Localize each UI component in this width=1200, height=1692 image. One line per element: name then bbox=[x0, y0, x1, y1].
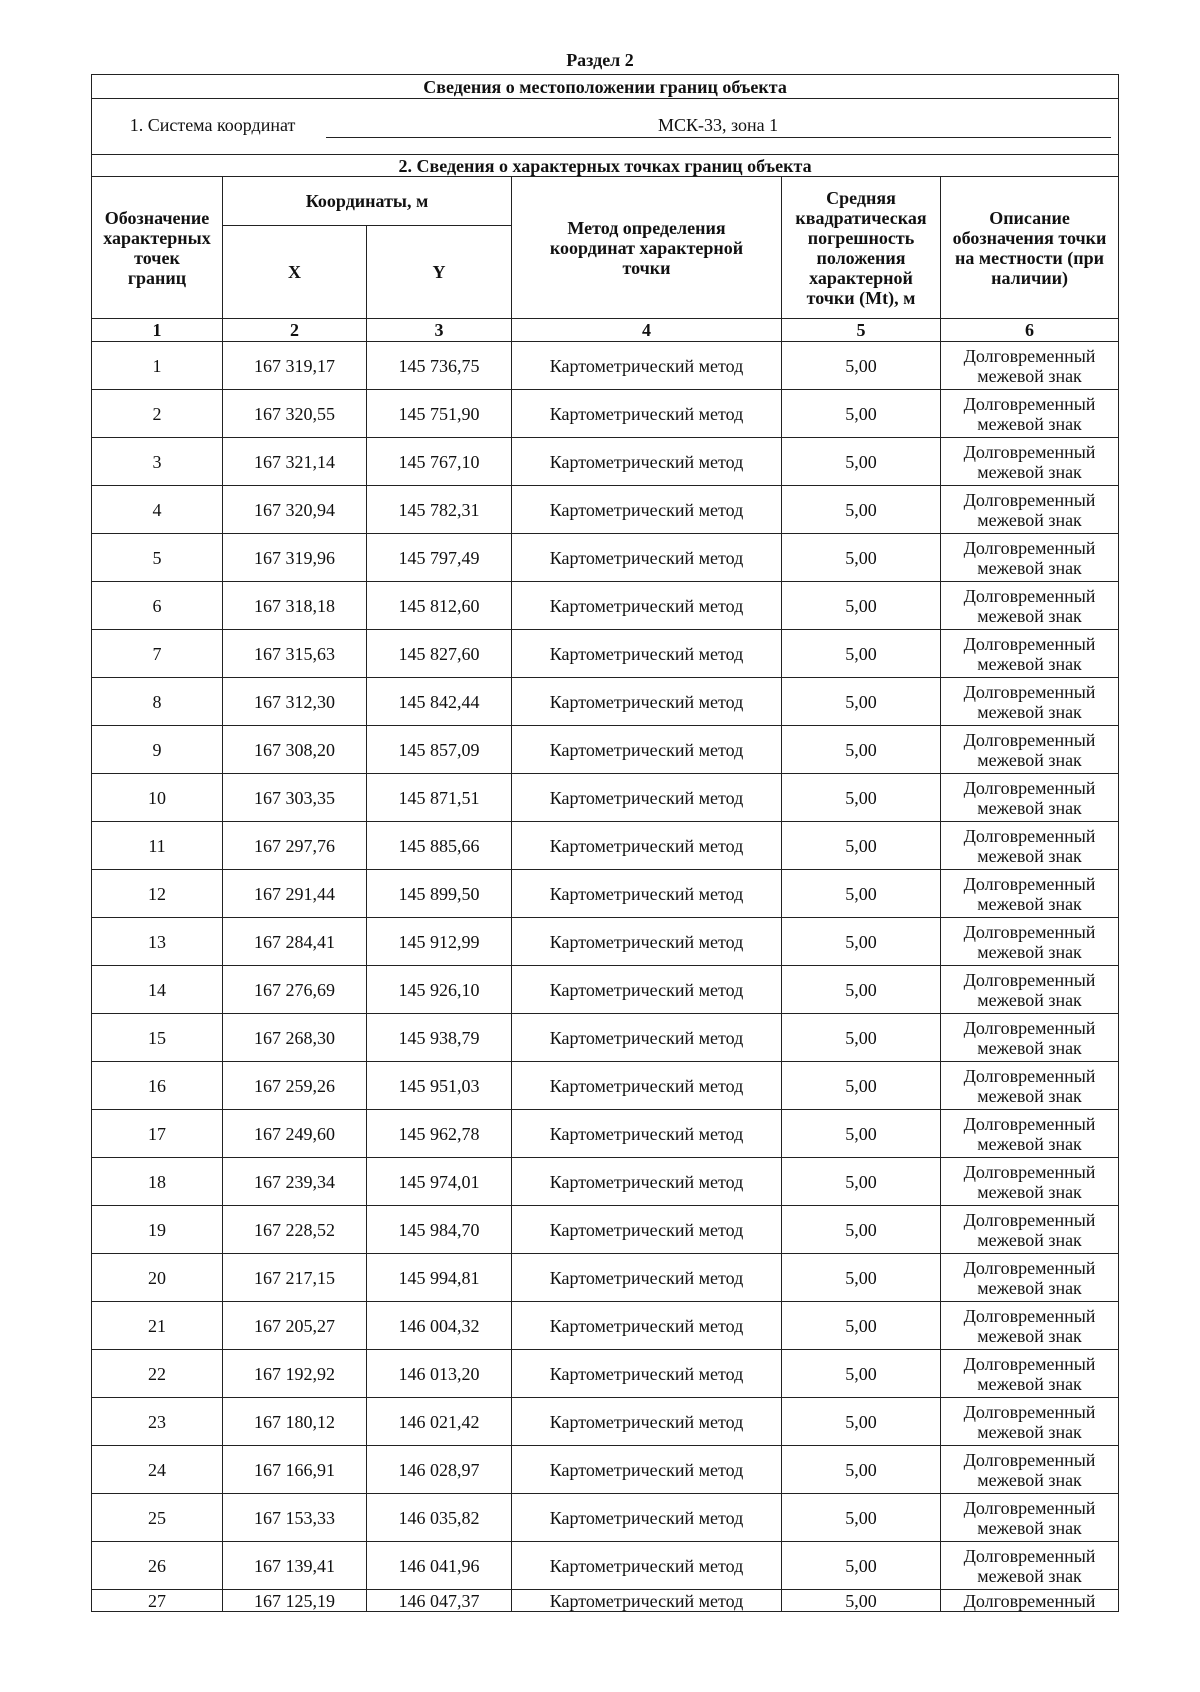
description-cell bbox=[941, 1302, 1119, 1350]
description-line: межевой знак bbox=[977, 605, 1082, 626]
coordinate-system-value: МСК-33, зона 1 bbox=[326, 115, 1111, 138]
point-number-cell: 18 bbox=[92, 1158, 223, 1206]
error-cell: 5,00 bbox=[782, 918, 941, 966]
point-number-cell: 11 bbox=[92, 822, 223, 870]
point-number-cell: 4 bbox=[92, 486, 223, 534]
description-cell bbox=[941, 1590, 1119, 1612]
description-line: Долговременный bbox=[963, 1449, 1096, 1470]
method-cell: Картометрический метод bbox=[512, 1254, 782, 1302]
y-coordinate-cell: 146 041,96 bbox=[367, 1542, 512, 1590]
description-line: Долговременный bbox=[963, 1161, 1096, 1182]
y-coordinate-cell: 145 782,31 bbox=[367, 486, 512, 534]
method-cell: Картометрический метод bbox=[512, 1590, 782, 1612]
description-line: межевой знак bbox=[977, 1181, 1082, 1202]
method-cell: Картометрический метод bbox=[512, 582, 782, 630]
error-cell: 5,00 bbox=[782, 1350, 941, 1398]
description-line: межевой знак bbox=[977, 749, 1082, 770]
error-cell: 5,00 bbox=[782, 1062, 941, 1110]
column-number: 3 bbox=[367, 319, 512, 342]
description-cell bbox=[941, 1206, 1119, 1254]
description-line: межевой знак bbox=[977, 1325, 1082, 1346]
table-row bbox=[92, 918, 1119, 966]
header-coordinates: Координаты, м bbox=[223, 177, 512, 226]
method-cell: Картометрический метод bbox=[512, 1302, 782, 1350]
description-cell bbox=[941, 1398, 1119, 1446]
method-cell: Картометрический метод bbox=[512, 774, 782, 822]
error-cell: 5,00 bbox=[782, 726, 941, 774]
y-coordinate-cell: 145 736,75 bbox=[367, 342, 512, 390]
error-cell: 5,00 bbox=[782, 1590, 941, 1612]
point-number-cell: 5 bbox=[92, 534, 223, 582]
description-line: межевой знак bbox=[977, 509, 1082, 530]
method-cell: Картометрический метод bbox=[512, 870, 782, 918]
y-coordinate-cell: 146 021,42 bbox=[367, 1398, 512, 1446]
method-cell: Картометрический метод bbox=[512, 1062, 782, 1110]
x-coordinate-cell: 167 308,20 bbox=[223, 726, 367, 774]
x-coordinate-cell: 167 228,52 bbox=[223, 1206, 367, 1254]
x-coordinate-cell: 167 312,30 bbox=[223, 678, 367, 726]
description-line: Долговременный bbox=[963, 1401, 1096, 1422]
description-line: межевой знак bbox=[977, 1133, 1082, 1154]
y-coordinate-cell: 145 938,79 bbox=[367, 1014, 512, 1062]
description-line: межевой знак bbox=[977, 365, 1082, 386]
method-cell: Картометрический метод bbox=[512, 1014, 782, 1062]
error-cell: 5,00 bbox=[782, 630, 941, 678]
column-number: 2 bbox=[223, 319, 367, 342]
error-cell: 5,00 bbox=[782, 1158, 941, 1206]
description-cell bbox=[941, 1494, 1119, 1542]
x-coordinate-cell: 167 318,18 bbox=[223, 582, 367, 630]
method-cell: Картометрический метод bbox=[512, 342, 782, 390]
method-cell: Картометрический метод bbox=[512, 822, 782, 870]
description-line: межевой знак bbox=[977, 1517, 1082, 1538]
description-line: межевой знак bbox=[977, 1421, 1082, 1442]
point-number-cell: 16 bbox=[92, 1062, 223, 1110]
point-number-cell: 21 bbox=[92, 1302, 223, 1350]
description-line: Долговременный bbox=[963, 1017, 1096, 1038]
point-number-cell: 19 bbox=[92, 1206, 223, 1254]
description-line: межевой знак bbox=[977, 557, 1082, 578]
description-line: Долговременный bbox=[963, 1209, 1096, 1230]
column-number: 1 bbox=[92, 319, 223, 342]
method-cell: Картометрический метод bbox=[512, 534, 782, 582]
y-coordinate-cell: 145 767,10 bbox=[367, 438, 512, 486]
description-line: межевой знак bbox=[977, 1037, 1082, 1058]
description-line: межевой знак bbox=[977, 845, 1082, 866]
description-line: межевой знак bbox=[977, 1565, 1082, 1586]
error-cell: 5,00 bbox=[782, 486, 941, 534]
table-row bbox=[92, 1110, 1119, 1158]
x-coordinate-cell: 167 205,27 bbox=[223, 1302, 367, 1350]
y-coordinate-cell: 145 871,51 bbox=[367, 774, 512, 822]
point-number-cell: 7 bbox=[92, 630, 223, 678]
error-cell: 5,00 bbox=[782, 822, 941, 870]
x-coordinate-cell: 167 259,26 bbox=[223, 1062, 367, 1110]
y-coordinate-cell: 145 885,66 bbox=[367, 822, 512, 870]
table-row bbox=[92, 1158, 1119, 1206]
point-number-cell: 1 bbox=[92, 342, 223, 390]
description-line: межевой знак bbox=[977, 701, 1082, 722]
description-cell bbox=[941, 678, 1119, 726]
y-coordinate-cell: 145 812,60 bbox=[367, 582, 512, 630]
description-line: Долговременный bbox=[963, 441, 1096, 462]
error-cell: 5,00 bbox=[782, 966, 941, 1014]
y-coordinate-cell: 145 797,49 bbox=[367, 534, 512, 582]
point-number-cell: 14 bbox=[92, 966, 223, 1014]
error-cell: 5,00 bbox=[782, 774, 941, 822]
y-coordinate-cell: 145 974,01 bbox=[367, 1158, 512, 1206]
point-number-cell: 22 bbox=[92, 1350, 223, 1398]
table-row bbox=[92, 1590, 1119, 1612]
description-line: межевой знак bbox=[977, 893, 1082, 914]
error-cell: 5,00 bbox=[782, 390, 941, 438]
header-description: Описание обозначения точки на местности (при наличии) bbox=[941, 177, 1119, 319]
description-line: Долговременный bbox=[963, 1065, 1096, 1086]
description-line: Долговременный bbox=[963, 1257, 1096, 1278]
error-cell: 5,00 bbox=[782, 678, 941, 726]
method-cell: Картометрический метод bbox=[512, 726, 782, 774]
y-coordinate-cell: 146 013,20 bbox=[367, 1350, 512, 1398]
description-cell bbox=[941, 1110, 1119, 1158]
description-cell bbox=[941, 1158, 1119, 1206]
header-designation: Обозначение характерных точек границ bbox=[92, 177, 223, 319]
description-line: Долговременный bbox=[963, 1305, 1096, 1326]
description-cell bbox=[941, 1542, 1119, 1590]
description-cell bbox=[941, 1446, 1119, 1494]
table-row bbox=[92, 1206, 1119, 1254]
table-row bbox=[92, 582, 1119, 630]
error-cell: 5,00 bbox=[782, 1494, 941, 1542]
description-cell bbox=[941, 342, 1119, 390]
method-cell: Картометрический метод bbox=[512, 390, 782, 438]
description-line: межевой знак bbox=[977, 1277, 1082, 1298]
table-row bbox=[92, 1062, 1119, 1110]
description-line: Долговременный bbox=[963, 921, 1096, 942]
x-coordinate-cell: 167 192,92 bbox=[223, 1350, 367, 1398]
point-number-cell: 15 bbox=[92, 1014, 223, 1062]
error-cell: 5,00 bbox=[782, 1446, 941, 1494]
point-number-cell: 26 bbox=[92, 1542, 223, 1590]
description-cell bbox=[941, 870, 1119, 918]
error-cell: 5,00 bbox=[782, 1398, 941, 1446]
point-number-cell: 10 bbox=[92, 774, 223, 822]
y-coordinate-cell: 146 004,32 bbox=[367, 1302, 512, 1350]
x-coordinate-cell: 167 321,14 bbox=[223, 438, 367, 486]
point-number-cell: 3 bbox=[92, 438, 223, 486]
point-number-cell: 27 bbox=[92, 1590, 223, 1612]
description-line: Долговременный bbox=[963, 633, 1096, 654]
method-cell: Картометрический метод bbox=[512, 438, 782, 486]
table-row bbox=[92, 1542, 1119, 1590]
x-coordinate-cell: 167 180,12 bbox=[223, 1398, 367, 1446]
description-line: Долговременный bbox=[963, 393, 1096, 414]
table-row bbox=[92, 1350, 1119, 1398]
description-line: межевой знак bbox=[977, 413, 1082, 434]
x-coordinate-cell: 167 303,35 bbox=[223, 774, 367, 822]
point-number-cell: 23 bbox=[92, 1398, 223, 1446]
x-coordinate-cell: 167 276,69 bbox=[223, 966, 367, 1014]
x-coordinate-cell: 167 284,41 bbox=[223, 918, 367, 966]
error-cell: 5,00 bbox=[782, 438, 941, 486]
point-number-cell: 20 bbox=[92, 1254, 223, 1302]
y-coordinate-cell: 145 827,60 bbox=[367, 630, 512, 678]
description-line: Долговременный bbox=[963, 681, 1096, 702]
point-number-cell: 24 bbox=[92, 1446, 223, 1494]
table-row bbox=[92, 1254, 1119, 1302]
error-cell: 5,00 bbox=[782, 1302, 941, 1350]
method-cell: Картометрический метод bbox=[512, 1206, 782, 1254]
description-cell bbox=[941, 630, 1119, 678]
method-cell: Картометрический метод bbox=[512, 1110, 782, 1158]
description-line: межевой знак bbox=[977, 1469, 1082, 1490]
description-line: межевой знак bbox=[977, 1085, 1082, 1106]
method-cell: Картометрический метод bbox=[512, 1494, 782, 1542]
description-line: Долговременный bbox=[963, 1353, 1096, 1374]
method-cell: Картометрический метод bbox=[512, 486, 782, 534]
description-cell bbox=[941, 486, 1119, 534]
y-coordinate-cell: 145 751,90 bbox=[367, 390, 512, 438]
description-line: Долговременный bbox=[963, 537, 1096, 558]
description-line: Долговременный bbox=[963, 345, 1096, 366]
description-line: Долговременный bbox=[963, 825, 1096, 846]
column-number: 4 bbox=[512, 319, 782, 342]
table-row bbox=[92, 1446, 1119, 1494]
x-coordinate-cell: 167 153,33 bbox=[223, 1494, 367, 1542]
description-cell bbox=[941, 582, 1119, 630]
method-cell: Картометрический метод bbox=[512, 1398, 782, 1446]
point-number-cell: 8 bbox=[92, 678, 223, 726]
section-title: Раздел 2 bbox=[566, 50, 634, 70]
x-coordinate-cell: 167 268,30 bbox=[223, 1014, 367, 1062]
y-coordinate-cell: 145 912,99 bbox=[367, 918, 512, 966]
x-coordinate-cell: 167 315,63 bbox=[223, 630, 367, 678]
x-coordinate-cell: 167 320,94 bbox=[223, 486, 367, 534]
error-cell: 5,00 bbox=[782, 1014, 941, 1062]
description-cell bbox=[941, 726, 1119, 774]
error-cell: 5,00 bbox=[782, 582, 941, 630]
points-title: 2. Сведения о характерных точках границ объекта bbox=[92, 155, 1119, 177]
coordinate-system-label: 1. Система координат bbox=[129, 115, 296, 135]
table-row bbox=[92, 822, 1119, 870]
x-coordinate-cell: 167 166,91 bbox=[223, 1446, 367, 1494]
method-cell: Картометрический метод bbox=[512, 678, 782, 726]
description-line: Долговременный bbox=[963, 489, 1096, 510]
table-row bbox=[92, 1014, 1119, 1062]
description-cell bbox=[941, 438, 1119, 486]
y-coordinate-cell: 145 951,03 bbox=[367, 1062, 512, 1110]
header-method: Метод определения координат характерной точки bbox=[512, 177, 782, 319]
description-line: Долговременный bbox=[963, 873, 1096, 894]
method-cell: Картометрический метод bbox=[512, 1158, 782, 1206]
description-line: межевой знак bbox=[977, 1229, 1082, 1250]
table-row bbox=[92, 870, 1119, 918]
error-cell: 5,00 bbox=[782, 1254, 941, 1302]
description-line: Долговременный bbox=[963, 585, 1096, 606]
description-line: межевой знак bbox=[977, 653, 1082, 674]
point-number-cell: 2 bbox=[92, 390, 223, 438]
x-coordinate-cell: 167 125,19 bbox=[223, 1590, 367, 1612]
description-cell bbox=[941, 534, 1119, 582]
error-cell: 5,00 bbox=[782, 534, 941, 582]
description-cell bbox=[941, 1062, 1119, 1110]
method-cell: Картометрический метод bbox=[512, 1542, 782, 1590]
point-number-cell: 13 bbox=[92, 918, 223, 966]
table-row bbox=[92, 1398, 1119, 1446]
description-cell bbox=[941, 822, 1119, 870]
description-line: межевой знак bbox=[977, 1373, 1082, 1394]
error-cell: 5,00 bbox=[782, 870, 941, 918]
table-row bbox=[92, 486, 1119, 534]
x-coordinate-cell: 167 320,55 bbox=[223, 390, 367, 438]
y-coordinate-cell: 145 926,10 bbox=[367, 966, 512, 1014]
description-line: Долговременный bbox=[963, 729, 1096, 750]
y-coordinate-cell: 146 028,97 bbox=[367, 1446, 512, 1494]
table-row bbox=[92, 678, 1119, 726]
description-line: Долговременный bbox=[963, 1545, 1096, 1566]
point-number-cell: 6 bbox=[92, 582, 223, 630]
description-line: Долговременный bbox=[963, 777, 1096, 798]
description-cell bbox=[941, 774, 1119, 822]
table-row bbox=[92, 726, 1119, 774]
y-coordinate-cell: 145 857,09 bbox=[367, 726, 512, 774]
y-coordinate-cell: 145 984,70 bbox=[367, 1206, 512, 1254]
description-cell bbox=[941, 1350, 1119, 1398]
table-row bbox=[92, 438, 1119, 486]
table-row bbox=[92, 966, 1119, 1014]
method-cell: Картометрический метод bbox=[512, 1350, 782, 1398]
x-coordinate-cell: 167 297,76 bbox=[223, 822, 367, 870]
error-cell: 5,00 bbox=[782, 1110, 941, 1158]
description-line: межевой знак bbox=[977, 461, 1082, 482]
description-cell bbox=[941, 918, 1119, 966]
method-cell: Картометрический метод bbox=[512, 1446, 782, 1494]
description-line: Долговременный bbox=[963, 1497, 1096, 1518]
x-coordinate-cell: 167 319,96 bbox=[223, 534, 367, 582]
header-mean-square-error: Средняя квадратическая погрешность положения характерной точки (Mt), м bbox=[782, 177, 941, 319]
x-coordinate-cell: 167 291,44 bbox=[223, 870, 367, 918]
y-coordinate-cell: 146 047,37 bbox=[367, 1590, 512, 1612]
table-row bbox=[92, 774, 1119, 822]
column-number: 5 bbox=[782, 319, 941, 342]
description-line: межевой знак bbox=[977, 989, 1082, 1010]
error-cell: 5,00 bbox=[782, 1206, 941, 1254]
point-number-cell: 17 bbox=[92, 1110, 223, 1158]
header-x: X bbox=[223, 226, 367, 319]
y-coordinate-cell: 145 842,44 bbox=[367, 678, 512, 726]
table-row bbox=[92, 342, 1119, 390]
description-cell bbox=[941, 1014, 1119, 1062]
method-cell: Картометрический метод bbox=[512, 966, 782, 1014]
description-cell bbox=[941, 390, 1119, 438]
coordinate-system-row bbox=[92, 99, 1119, 155]
point-number-cell: 25 bbox=[92, 1494, 223, 1542]
table-row bbox=[92, 630, 1119, 678]
description-line: межевой знак bbox=[977, 941, 1082, 962]
y-coordinate-cell: 145 899,50 bbox=[367, 870, 512, 918]
y-coordinate-cell: 145 994,81 bbox=[367, 1254, 512, 1302]
x-coordinate-cell: 167 319,17 bbox=[223, 342, 367, 390]
x-coordinate-cell: 167 249,60 bbox=[223, 1110, 367, 1158]
description-line: Долговременный bbox=[963, 969, 1096, 990]
y-coordinate-cell: 145 962,78 bbox=[367, 1110, 512, 1158]
table-title: Сведения о местоположении границ объекта bbox=[92, 75, 1119, 99]
method-cell: Картометрический метод bbox=[512, 630, 782, 678]
point-number-cell: 9 bbox=[92, 726, 223, 774]
x-coordinate-cell: 167 239,34 bbox=[223, 1158, 367, 1206]
description-line: Долговременный bbox=[963, 1113, 1096, 1134]
table-row bbox=[92, 534, 1119, 582]
table-row bbox=[92, 1494, 1119, 1542]
table-row bbox=[92, 1302, 1119, 1350]
error-cell: 5,00 bbox=[782, 1542, 941, 1590]
x-coordinate-cell: 167 139,41 bbox=[223, 1542, 367, 1590]
description-cell bbox=[941, 1254, 1119, 1302]
description-line: межевой знак bbox=[977, 797, 1082, 818]
table-row bbox=[92, 390, 1119, 438]
column-number: 6 bbox=[941, 319, 1119, 342]
header-y: Y bbox=[367, 226, 512, 319]
x-coordinate-cell: 167 217,15 bbox=[223, 1254, 367, 1302]
error-cell: 5,00 bbox=[782, 342, 941, 390]
point-number-cell: 12 bbox=[92, 870, 223, 918]
method-cell: Картометрический метод bbox=[512, 918, 782, 966]
description-cell bbox=[941, 966, 1119, 1014]
y-coordinate-cell: 146 035,82 bbox=[367, 1494, 512, 1542]
description-line: Долговременный bbox=[963, 1590, 1096, 1611]
boundary-table bbox=[91, 74, 1119, 1612]
